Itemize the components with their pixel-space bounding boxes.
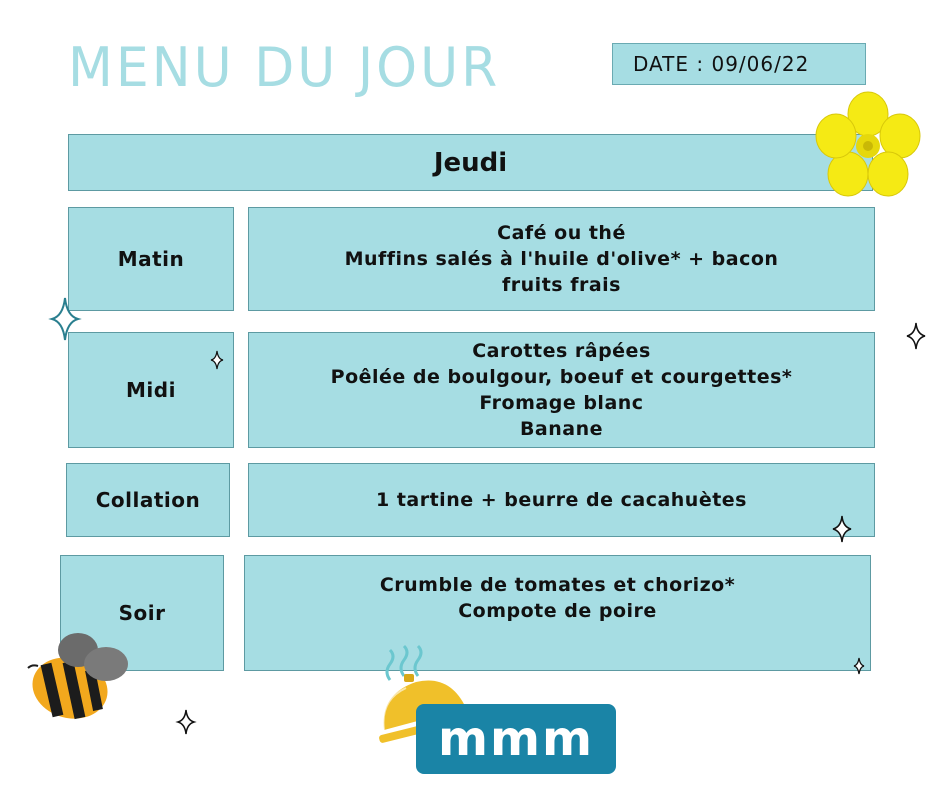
meal-item: Compote de poire bbox=[458, 600, 657, 622]
meal-item: Muffins salés à l'huile d'olive* + bacon bbox=[344, 248, 779, 270]
meal-label-soir: Soir bbox=[60, 555, 224, 671]
bee-icon bbox=[18, 628, 130, 724]
mmm-logo: mmm bbox=[416, 704, 616, 774]
meal-item: Carottes râpées bbox=[472, 340, 651, 362]
flower-icon bbox=[812, 90, 924, 202]
meal-label-collation: Collation bbox=[66, 463, 230, 537]
sparkle-icon bbox=[832, 515, 852, 543]
meal-item: Banane bbox=[519, 418, 604, 440]
meal-item: 1 tartine + beurre de cacahuètes bbox=[375, 489, 747, 511]
meal-item: Crumble de tomates et chorizo* bbox=[379, 574, 736, 596]
page-title: MENU DU JOUR bbox=[68, 36, 501, 100]
sparkle-icon bbox=[906, 322, 926, 350]
meal-item: fruits frais bbox=[502, 274, 621, 296]
day-banner: Jeudi bbox=[68, 134, 873, 191]
meal-item: Poêlée de boulgour, boeuf et courgettes* bbox=[330, 366, 793, 388]
date-box: DATE : 09/06/22 bbox=[612, 43, 866, 85]
meal-content-matin bbox=[248, 207, 875, 311]
sparkle-icon bbox=[210, 350, 224, 370]
meal-content-collation bbox=[248, 463, 875, 537]
meal-label-matin: Matin bbox=[68, 207, 234, 311]
sparkle-icon bbox=[177, 709, 195, 735]
sparkle-icon bbox=[853, 657, 865, 675]
meal-label-midi: Midi bbox=[68, 332, 234, 448]
sparkle-icon bbox=[50, 296, 80, 342]
meal-content-midi bbox=[248, 332, 875, 448]
meal-item: Café ou thé bbox=[497, 222, 626, 244]
meal-item: Fromage blanc bbox=[479, 392, 644, 414]
meal-content-soir bbox=[244, 555, 871, 671]
